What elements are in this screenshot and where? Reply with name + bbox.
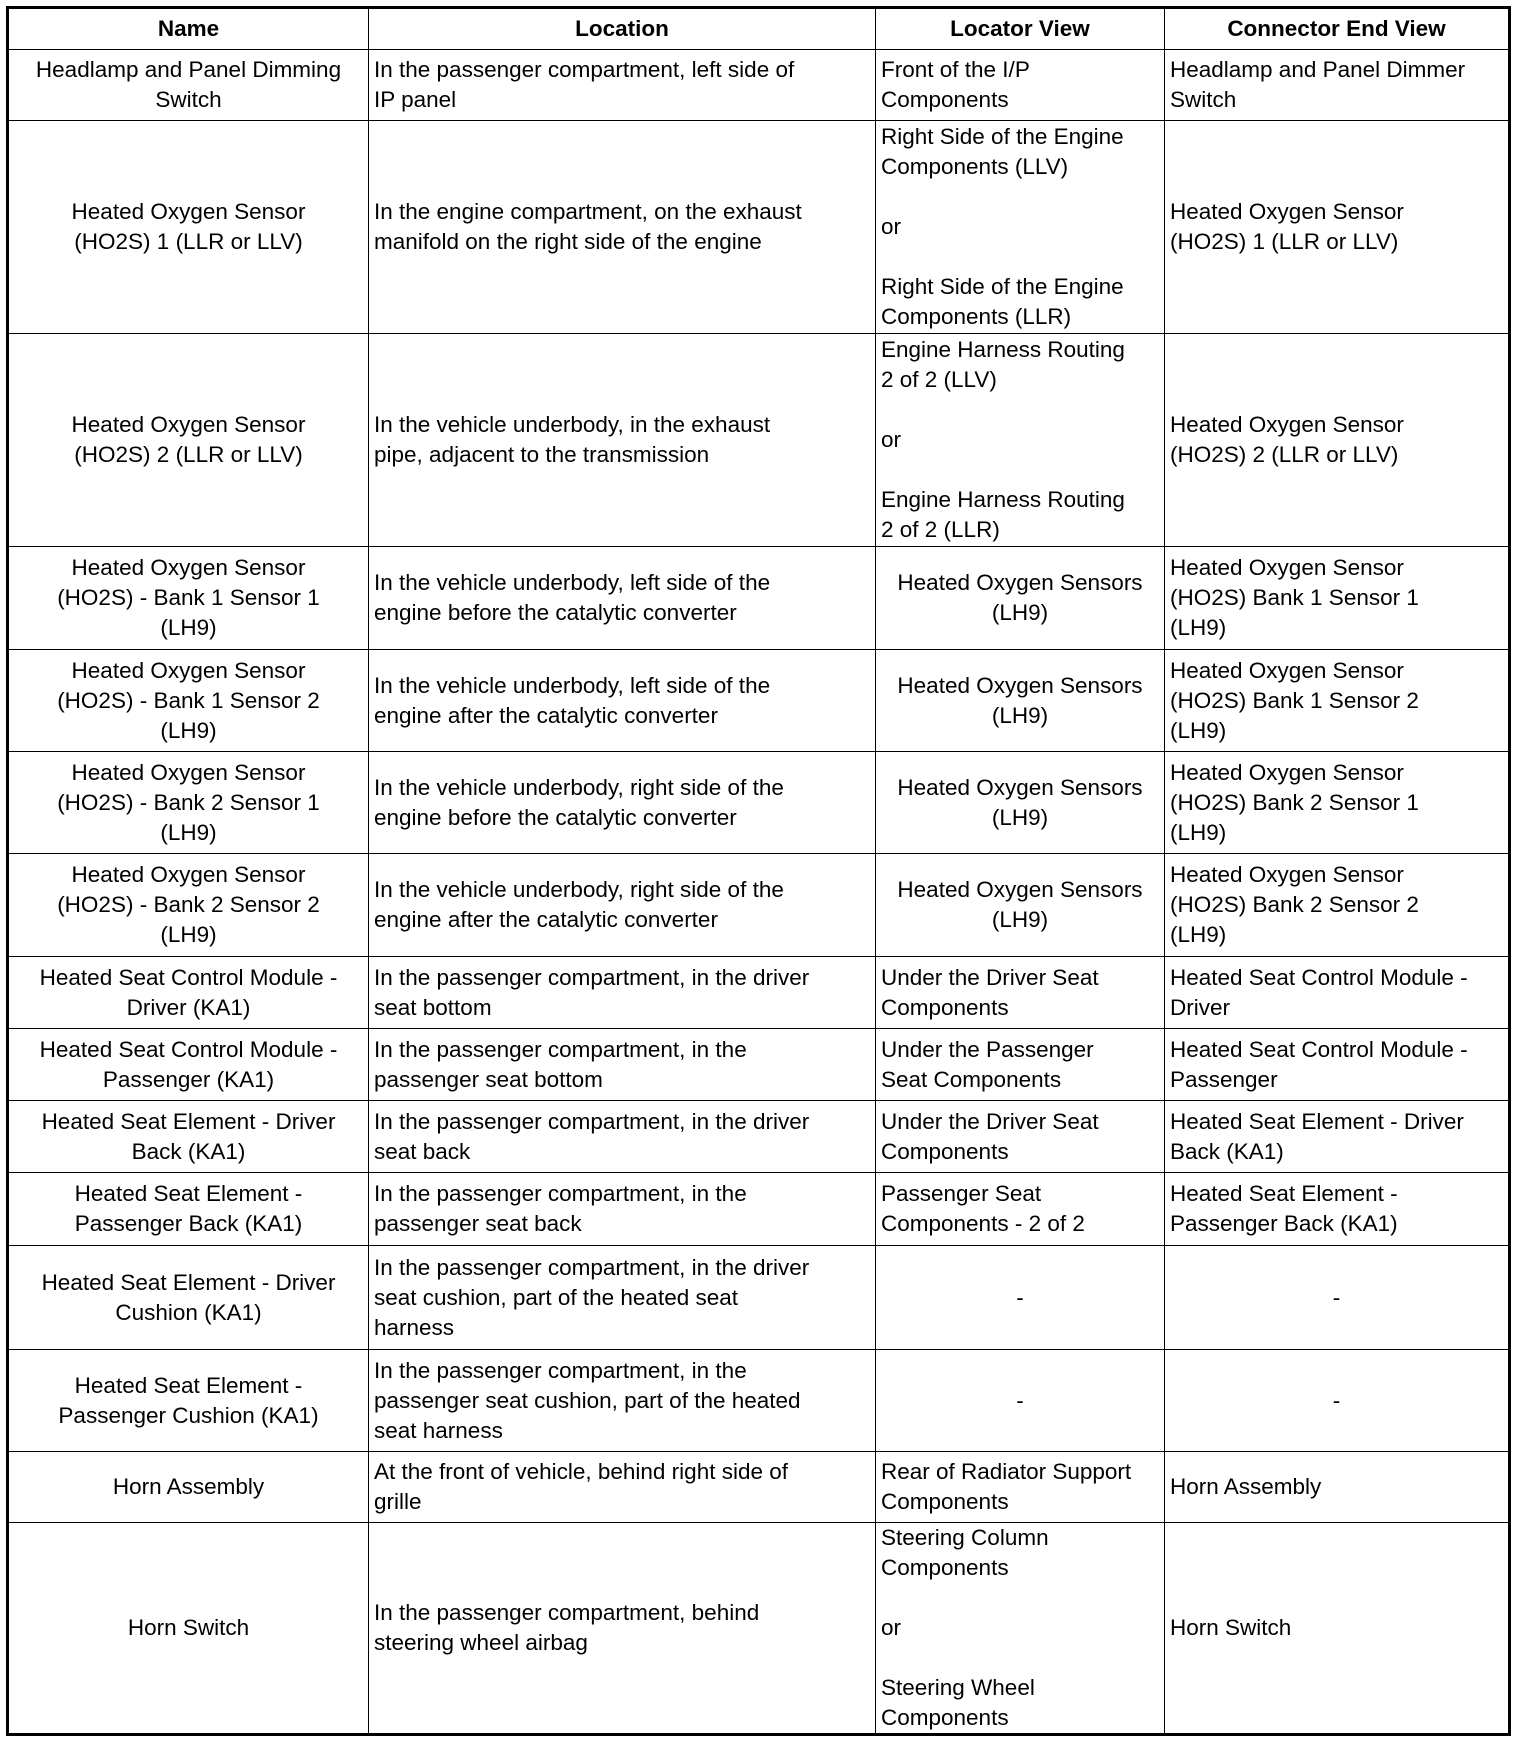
name-cell: Heated Oxygen Sensor (HO2S) - Bank 2 Sensor 1 (LH9)	[8, 752, 369, 854]
locator-view-cell: Front of the I/P Components	[876, 50, 1165, 121]
table-row	[8, 1523, 1510, 1735]
table-row	[8, 854, 1510, 957]
connector-end-view-cell: Headlamp and Panel Dimmer Switch	[1165, 50, 1510, 121]
location-cell: In the vehicle underbody, in the exhaust pipe, adjacent to the transmission	[369, 334, 876, 547]
name-cell: Heated Oxygen Sensor (HO2S) - Bank 1 Sensor 2 (LH9)	[8, 650, 369, 752]
connector-end-view-cell: Horn Switch	[1165, 1523, 1510, 1735]
name-cell: Heated Oxygen Sensor (HO2S) 2 (LLR or LLV)	[8, 334, 369, 547]
name-cell: Horn Switch	[8, 1523, 369, 1735]
table-row	[8, 334, 1510, 547]
locator-view-cell: Under the Driver Seat Components	[876, 1101, 1165, 1173]
location-cell: In the passenger compartment, in the driver seat back	[369, 1101, 876, 1173]
location-cell: In the passenger compartment, in the passenger seat cushion, part of the heated seat harness	[369, 1350, 876, 1452]
header-location: Location	[369, 8, 876, 50]
name-cell: Heated Seat Control Module - Driver (KA1)	[8, 957, 369, 1029]
locator-view-cell: Heated Oxygen Sensors (LH9)	[876, 752, 1165, 854]
table-row	[8, 1029, 1510, 1101]
location-cell: In the engine compartment, on the exhaust manifold on the right side of the engine	[369, 121, 876, 334]
table-row	[8, 957, 1510, 1029]
connector-end-view-cell: Heated Seat Control Module - Passenger	[1165, 1029, 1510, 1101]
connector-end-view-cell: Heated Oxygen Sensor (HO2S) Bank 1 Sensor 2 (LH9)	[1165, 650, 1510, 752]
connector-end-view-cell: Heated Seat Element - Passenger Back (KA1)	[1165, 1173, 1510, 1246]
table-row	[8, 547, 1510, 650]
location-cell: In the passenger compartment, in the passenger seat bottom	[369, 1029, 876, 1101]
location-cell: At the front of vehicle, behind right side of grille	[369, 1452, 876, 1523]
name-cell: Horn Assembly	[8, 1452, 369, 1523]
locator-view-cell: Right Side of the Engine Components (LLV) or Right Side of the Engine Components (LLR)	[876, 121, 1165, 334]
location-cell: In the vehicle underbody, right side of the engine before the catalytic converter	[369, 752, 876, 854]
table-row	[8, 1101, 1510, 1173]
location-cell: In the passenger compartment, left side of IP panel	[369, 50, 876, 121]
table-row	[8, 50, 1510, 121]
locator-view-cell: Engine Harness Routing 2 of 2 (LLV) or Engine Harness Routing 2 of 2 (LLR)	[876, 334, 1165, 547]
table-row	[8, 1246, 1510, 1350]
header-connector-end-view: Connector End View	[1165, 8, 1510, 50]
connector-end-view-cell: Heated Seat Element - Driver Back (KA1)	[1165, 1101, 1510, 1173]
name-cell: Heated Oxygen Sensor (HO2S) 1 (LLR or LLV)	[8, 121, 369, 334]
name-cell: Heated Seat Element - Driver Cushion (KA1)	[8, 1246, 369, 1350]
name-cell: Heated Oxygen Sensor (HO2S) - Bank 2 Sensor 2 (LH9)	[8, 854, 369, 957]
header-row	[8, 8, 1510, 50]
name-cell: Heated Seat Element - Passenger Back (KA1)	[8, 1173, 369, 1246]
connector-end-view-cell: Heated Oxygen Sensor (HO2S) 2 (LLR or LLV)	[1165, 334, 1510, 547]
connector-end-view-cell: Heated Oxygen Sensor (HO2S) 1 (LLR or LLV)	[1165, 121, 1510, 334]
name-cell: Headlamp and Panel Dimming Switch	[8, 50, 369, 121]
connector-end-view-cell: Heated Oxygen Sensor (HO2S) Bank 1 Sensor 1 (LH9)	[1165, 547, 1510, 650]
locator-view-cell: -	[876, 1246, 1165, 1350]
connector-end-view-cell: Horn Assembly	[1165, 1452, 1510, 1523]
location-cell: In the passenger compartment, in the driver seat bottom	[369, 957, 876, 1029]
location-cell: In the vehicle underbody, left side of the engine after the catalytic converter	[369, 650, 876, 752]
locator-view-cell: Heated Oxygen Sensors (LH9)	[876, 650, 1165, 752]
table-row	[8, 1173, 1510, 1246]
locator-view-cell: Passenger Seat Components - 2 of 2	[876, 1173, 1165, 1246]
table-row	[8, 650, 1510, 752]
table-row	[8, 1452, 1510, 1523]
location-cell: In the passenger compartment, behind steering wheel airbag	[369, 1523, 876, 1735]
name-cell: Heated Seat Element - Passenger Cushion (KA1)	[8, 1350, 369, 1452]
locator-view-cell: Heated Oxygen Sensors (LH9)	[876, 547, 1165, 650]
location-cell: In the vehicle underbody, left side of the engine before the catalytic converter	[369, 547, 876, 650]
locator-view-cell: Rear of Radiator Support Components	[876, 1452, 1165, 1523]
connector-end-view-cell: Heated Oxygen Sensor (HO2S) Bank 2 Sensor 2 (LH9)	[1165, 854, 1510, 957]
table-row	[8, 752, 1510, 854]
locator-view-cell: Under the Driver Seat Components	[876, 957, 1165, 1029]
location-cell: In the passenger compartment, in the driver seat cushion, part of the heated seat harness	[369, 1246, 876, 1350]
name-cell: Heated Seat Control Module - Passenger (KA1)	[8, 1029, 369, 1101]
component-locator-table	[6, 6, 1511, 1736]
name-cell: Heated Seat Element - Driver Back (KA1)	[8, 1101, 369, 1173]
location-cell: In the passenger compartment, in the passenger seat back	[369, 1173, 876, 1246]
locator-view-cell: Heated Oxygen Sensors (LH9)	[876, 854, 1165, 957]
locator-view-cell: Under the Passenger Seat Components	[876, 1029, 1165, 1101]
connector-end-view-cell: Heated Oxygen Sensor (HO2S) Bank 2 Sensor 1 (LH9)	[1165, 752, 1510, 854]
header-locator-view: Locator View	[876, 8, 1165, 50]
header-name: Name	[8, 8, 369, 50]
table-row	[8, 1350, 1510, 1452]
location-cell: In the vehicle underbody, right side of the engine after the catalytic converter	[369, 854, 876, 957]
connector-end-view-cell: Heated Seat Control Module - Driver	[1165, 957, 1510, 1029]
locator-view-cell: -	[876, 1350, 1165, 1452]
table-row	[8, 121, 1510, 334]
name-cell: Heated Oxygen Sensor (HO2S) - Bank 1 Sensor 1 (LH9)	[8, 547, 369, 650]
connector-end-view-cell: -	[1165, 1350, 1510, 1452]
connector-end-view-cell: -	[1165, 1246, 1510, 1350]
locator-view-cell: Steering Column Components or Steering Wheel Components	[876, 1523, 1165, 1735]
